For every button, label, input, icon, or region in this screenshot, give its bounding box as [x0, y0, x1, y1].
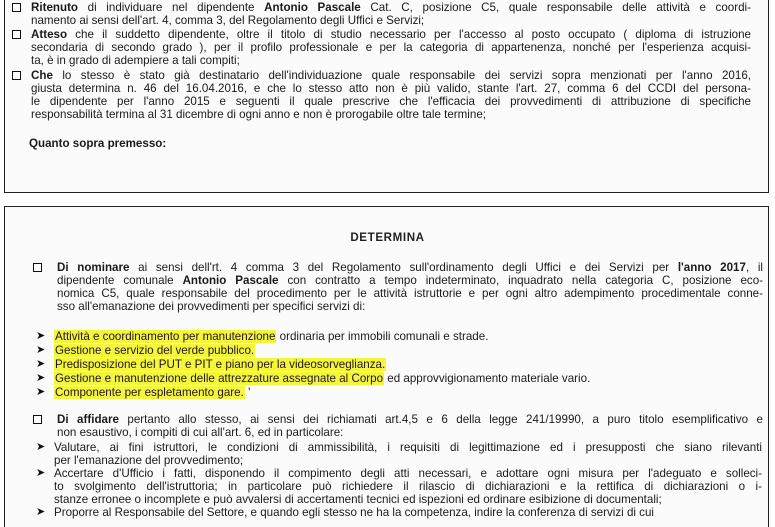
text-line: Proporre al Responsabile del Settore, e quando egli stesso ne ha la competenza, indire la conferenza di servizi di cui — [54, 506, 655, 519]
text-line: to svolgimento dell'istruttoria; in particolare può richiedere il rilascio di dichiarazioni e la rettifica di dichiarazioni o i- — [54, 480, 762, 493]
arrow-bullet-icon: ➤ — [36, 330, 46, 342]
arrow-bullet-icon: ➤ — [36, 441, 46, 453]
arrow-bullet-icon: ➤ — [36, 358, 46, 370]
arrow-bullet-icon: ➤ — [36, 467, 46, 479]
list-item — [36, 372, 591, 386]
list-item — [36, 441, 762, 467]
text-line: stanze erronee o incomplete e può avvalersi di accertamenti tecnici ed ispezioni ed ordinare esibizione di documentali; — [54, 493, 662, 506]
text-line: ta, è in grado di adempiere a tali compiti; — [31, 54, 240, 67]
highlighted-text: Gestione e servizio del verde pubblico. — [55, 344, 255, 357]
text-run: di individuare nel dipendente — [78, 1, 265, 14]
text-line: per l'emanazione del provvedimento; — [54, 454, 244, 467]
closing-statement: Quanto sopra premesso: — [29, 137, 167, 150]
services-list — [36, 330, 591, 400]
text-line — [31, 1, 751, 14]
text-run: ordinaria per immobili comunali e strade. — [276, 330, 489, 343]
list-item — [36, 344, 590, 358]
text-line: secondaria di secondo grado ), per il profilo professionale e per la categoria di appartenenza, nonché per l'esperienza acquisi- — [31, 41, 751, 54]
text-line — [57, 261, 763, 274]
paragraph-che — [31, 69, 751, 121]
paragraph-di-affidare — [57, 413, 763, 439]
text-line: namento ai sensi dell'art. 4, comma 3, del Regolamento degli Uffici e Servizi; — [31, 14, 425, 27]
text-run: ed approvvigionamento materiale vario. — [384, 372, 591, 385]
text-line: nomica C5, quale responsabile del procedimento per le attività istruttorie e per ogni altro adempimento procedimentale conne- — [57, 287, 763, 300]
highlighted-text: Predisposizione del PUT e PIT e piano per la videosorveglianza. — [55, 358, 386, 371]
section-heading: DETERMINA — [350, 231, 425, 244]
text-line — [57, 274, 763, 287]
tasks-list — [36, 441, 762, 519]
list-item — [36, 330, 590, 344]
text-run: pertanto allo stesso, ai sensi dei richiamati art.4,5 e 6 della legge 241/19990, a puro titolo esemplificativo e — [118, 413, 763, 426]
keyword: Di nominare — [57, 261, 130, 274]
list-item — [36, 358, 590, 372]
square-bullet-icon — [33, 263, 42, 272]
arrow-bullet-icon: ➤ — [36, 506, 46, 518]
text-run: con contratto a tempo indeterminato, inquadrato nella categoria C, posizione eco- — [278, 274, 763, 287]
keyword: Che — [31, 69, 53, 82]
text-line: sso all'emanazione dei provvedimenti per specifici servizi di: — [57, 300, 366, 313]
highlighted-text: Attività e coordinamento per manutenzione — [55, 330, 276, 343]
keyword: Ritenuto — [31, 1, 79, 14]
year: l'anno 2017 — [677, 261, 746, 274]
keyword: Di affidare — [57, 413, 119, 426]
text-line: Valutare, ai fini istruttori, le condizioni di ammissibilità, i requisiti di legittimazione ed i presupposti che siano rilevanti — [54, 441, 762, 454]
text-run: , il — [745, 261, 763, 274]
text-run: che il suddetto dipendente, oltre il titolo di studio necessario per l'accesso al posto occupato ( diploma di istruzione — [67, 28, 751, 41]
text-run: dipendente comunale — [57, 274, 183, 287]
page-gap — [0, 194, 775, 205]
arrow-bullet-icon: ➤ — [36, 372, 46, 384]
keyword: Atteso — [31, 28, 68, 41]
square-bullet-icon — [33, 415, 42, 424]
page-top — [4, 0, 769, 193]
paragraph-di-nominare — [57, 261, 763, 313]
text-line: Accertare d'Ufficio i fatti, disponendo il compimento degli atti necessari, e adottare ogni misura per l'adeguato e solleci- — [54, 467, 762, 480]
square-bullet-icon — [12, 30, 21, 39]
arrow-bullet-icon: ➤ — [36, 344, 46, 356]
square-bullet-icon — [12, 3, 21, 12]
text-run: ' — [244, 386, 251, 399]
square-bullet-icon — [12, 71, 21, 80]
text-line: giusta determina n. 46 del 16.04.2016, e che lo stesso atto non è più valido, stante l'art. 27, comma 6 del CCDI del persona- — [31, 82, 751, 95]
text-line — [31, 28, 751, 41]
text-line — [57, 413, 763, 426]
text-line — [31, 69, 751, 82]
text-run: Cat. C, posizione C5, quale responsabile delle attività e coordi- — [360, 1, 751, 14]
highlighted-text: Componente per espletamento gare. — [55, 386, 244, 399]
person-name: Antonio Pascale — [182, 274, 279, 287]
paragraph-ritenuto — [31, 1, 751, 27]
arrow-bullet-icon: ➤ — [36, 386, 46, 398]
list-item — [36, 386, 590, 400]
paragraph-atteso — [31, 28, 751, 67]
text-line: responsabilità termina al 31 dicembre di ogni anno e non è prorogabile oltre tale termine; — [31, 108, 487, 121]
list-item — [36, 467, 762, 506]
highlighted-text: Gestione e manutenzione delle attrezzature assegnate al Corpo — [55, 372, 384, 385]
text-line: le dipendente per l'anno 2015 e seguenti il quale prescrive che l'efficacia dei provvedimenti di attribuzione di specifiche — [31, 95, 751, 108]
text-line: non esaustivo, i compiti di cui all'art. 6, ed in particolare: — [57, 426, 344, 439]
text-run: lo stesso è stato già destinatario dell'individuazione quale responsabile dei servizi sopra menzionati per l'anno 2016, — [52, 69, 751, 82]
person-name: Antonio Pascale — [264, 1, 361, 14]
text-run: ai sensi dell'rt. 4 comma 3 del Regolamento sull'ordinamento degli Uffici e dei Servizi per — [129, 261, 678, 274]
list-item — [36, 506, 762, 519]
